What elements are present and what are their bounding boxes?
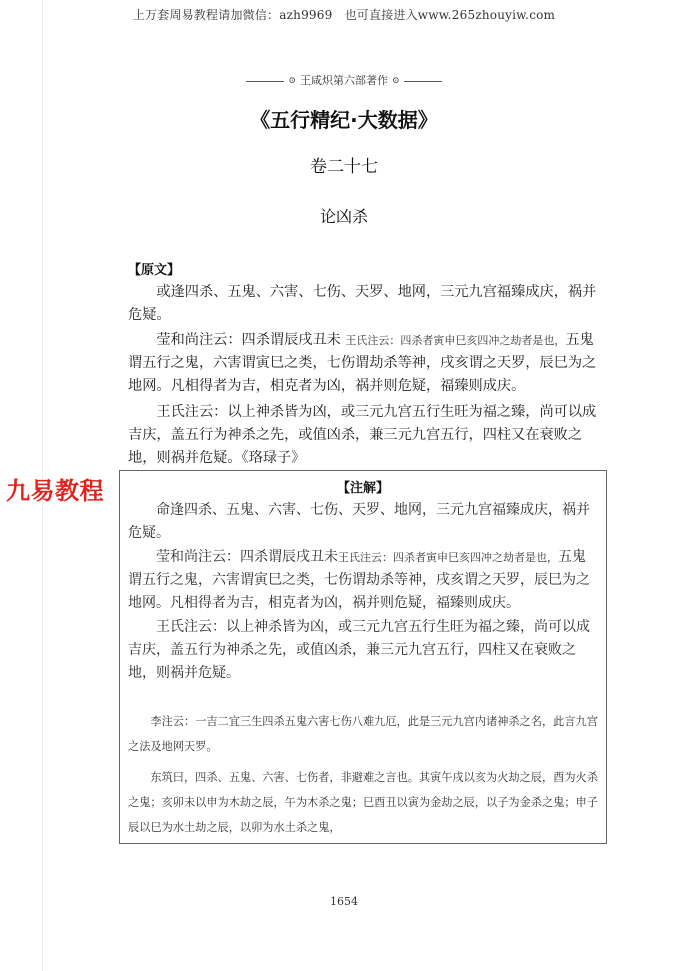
original-paragraph-2: [128, 329, 598, 398]
watermark-logo: 九易教程: [6, 477, 104, 505]
notes-commentary: [128, 709, 598, 840]
notes-p2-main: 莹和尚注云：四杀谓辰戌丑未: [156, 549, 338, 565]
page-number: 1654: [330, 895, 358, 908]
original-p3-text: 王氏注云：以上神杀皆为凶，或三元九宫五行生旺为福之臻，尚可以成吉庆，盖五行为神杀之先，或值凶杀，兼三元九宫五行，四柱又在衰败之地，则祸并危疑。《珞琭子》: [128, 404, 597, 466]
notes-p2: [128, 546, 598, 615]
book-title: 《五行精纪·大数据》: [250, 108, 438, 132]
notes-dongzhu-comment: 东筑曰，四杀、五鬼、六害、七伤者，非避难之言也。其寅午戌以亥为火劫之辰，酉为火杀之鬼；亥卯未以申为木劫之辰，午为木杀之鬼；巳酉丑以寅为金劫之辰，以子为金杀之鬼；申子辰以巳为水土劫之辰，以卯为水土杀之鬼，: [128, 771, 598, 834]
ornament-icon-right: ⊙: [392, 76, 400, 86]
notes-label: 【注解】: [336, 481, 389, 496]
top-banner: 上万套周易教程请加微信：azh9969 也可直接进入www.265zhouyiw.com: [132, 8, 556, 22]
original-p2-annotation: 王氏注云：四杀者寅申巳亥四冲之劫者是也，: [345, 334, 566, 347]
original-paragraph-1: [128, 281, 598, 327]
volume-title: 卷二十七: [310, 157, 378, 177]
notes-p2-annotation: 王氏注云：四杀者寅申巳亥四冲之劫者是也，: [338, 551, 558, 564]
original-p1-text: 或逢四杀、五鬼、六害、七伤、天罗、地网，三元九宫福臻成庆，祸并危疑。: [128, 284, 597, 323]
notes-box: [119, 470, 607, 844]
notes-p2-rest: 五鬼谓五行之鬼，六害谓寅巳之类，七伤谓劫杀等神，戌亥谓之天罗，辰巳为之地网。凡相得者为吉，相克者为凶，祸并则危疑，福臻则成庆。: [128, 549, 590, 611]
original-p2-rest: 五鬼谓五行之鬼，六害谓寅巳之类，七伤谓劫杀等神，戌亥谓之天罗，辰巳为之地网。凡相得者为吉，相克者为凶，祸并则危疑，福臻则成庆。: [128, 332, 597, 394]
chapter-title: 论凶杀: [319, 207, 368, 226]
original-p2-text: [128, 329, 598, 398]
notes-body: [128, 499, 598, 685]
notes-p1: 命逢四杀、五鬼、六害、七伤、天罗、地网，三元九宫福臻成庆，祸并危疑。: [128, 502, 590, 541]
series-header: [0, 72, 688, 88]
series-rule-right: [404, 81, 442, 82]
series-rule-left: [246, 81, 284, 82]
series-text: 王咸炽第六部著作: [300, 74, 388, 87]
original-p2-main: 莹和尚注云：四杀谓辰戌丑未: [156, 332, 341, 348]
original-paragraph-3: [128, 401, 598, 470]
notes-p3: 王氏注云：以上神杀皆为凶，或三元九宫五行生旺为福之臻，尚可以成吉庆，盖五行为神杀之先，或值凶杀，兼三元九宫五行，四柱又在衰败之地，则祸并危疑。: [128, 619, 590, 681]
notes-lee-comment: 李注云：一吉二宜三生四杀五鬼六害七伤八难九厄，此是三元九宫内诸神杀之名，此言九宫之法及地网天罗。: [128, 715, 598, 753]
ornament-icon: ⊙: [288, 76, 296, 86]
original-text-label: 【原文】: [128, 263, 181, 278]
